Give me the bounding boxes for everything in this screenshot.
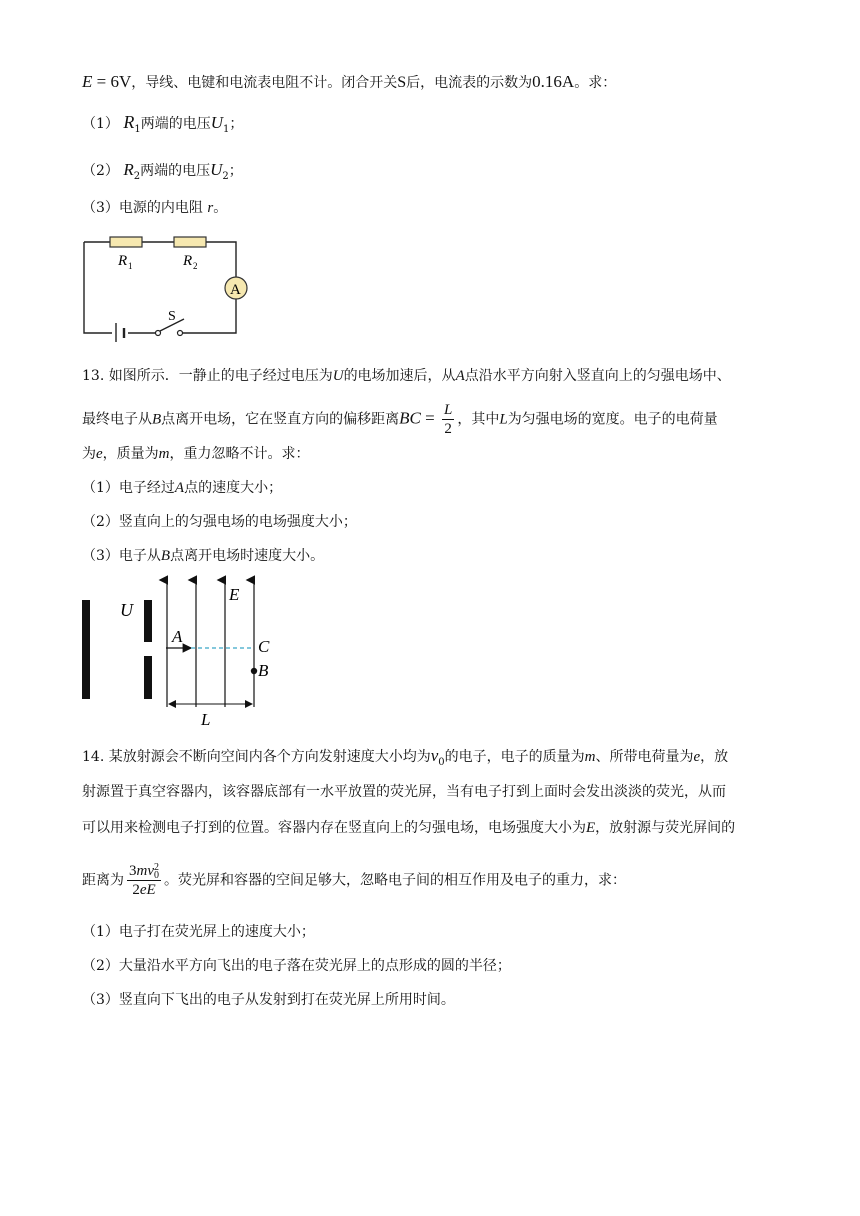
u2-sub: 2 xyxy=(222,170,229,182)
text: （1）电子经过 xyxy=(82,480,175,496)
right-plate-upper xyxy=(144,600,152,642)
switch-symbol: S xyxy=(397,74,407,91)
p14-question-2 xyxy=(82,956,511,976)
r1-sub: 1 xyxy=(134,123,141,135)
text: 点离开电场，它在竖直方向的偏移距离 xyxy=(161,411,400,428)
q-text: 电源的内电阻 xyxy=(118,200,203,216)
p14-line-3 xyxy=(82,818,735,838)
r-symbol: r xyxy=(207,200,214,216)
point-a: A xyxy=(174,480,185,496)
text: 为匀强电场的宽度。电子的电荷量 xyxy=(507,411,718,428)
text: （3）电子从 xyxy=(82,548,161,564)
r2-label-sub: 2 xyxy=(193,261,198,271)
text: 距离为 xyxy=(82,872,124,889)
digit: 3 xyxy=(129,863,137,879)
m-symbol: m xyxy=(158,446,170,462)
p13-line-2 xyxy=(82,401,718,438)
u1-symbol: U xyxy=(210,113,224,132)
e-field-symbol: E xyxy=(586,820,596,836)
p12-question-1 xyxy=(82,112,243,140)
text: 点离开电场时速度大小。 xyxy=(170,548,325,564)
r1-symbol: R xyxy=(123,112,135,132)
text: 14. 某放射源会不断向空间内各个方向发射速度大小均为 xyxy=(82,749,431,765)
current-value: 0.16A xyxy=(532,72,575,91)
text: （2）竖直向上的匀强电场的电场强度大小； xyxy=(82,514,357,530)
point-a: A xyxy=(455,368,465,384)
left-plate xyxy=(82,600,90,699)
p14-question-3 xyxy=(82,990,455,1010)
q-text: 两端的电压 xyxy=(140,163,211,179)
m-symbol: m xyxy=(584,749,596,765)
point-a-label: A xyxy=(172,627,183,646)
sub: 0 xyxy=(154,869,160,881)
r2-label: R xyxy=(183,253,193,269)
resistor-r2 xyxy=(174,237,206,247)
q-number: （1） xyxy=(82,116,119,132)
right-plate-lower xyxy=(144,656,152,699)
text: （1）电子打在荧光屏上的速度大小； xyxy=(82,924,315,940)
e-symbol: e xyxy=(693,749,701,765)
v0-sub: 0 xyxy=(438,756,445,768)
bc-symbol: BC xyxy=(399,408,421,428)
q-number: （3） xyxy=(82,200,119,216)
ammeter-label: A xyxy=(230,282,241,298)
r1-label-sub: 1 xyxy=(128,261,133,271)
p12-question-2 xyxy=(82,160,243,187)
text: 最终电子从 xyxy=(82,411,152,428)
u1-sub: 1 xyxy=(223,123,230,135)
p14-question-1 xyxy=(82,922,315,942)
electric-field-diagram xyxy=(76,572,286,732)
emf-value: = 6V xyxy=(92,72,132,91)
text: 点的速度大小； xyxy=(184,480,283,496)
switch-contact xyxy=(178,331,183,336)
width-label: L xyxy=(201,710,211,729)
text: 、所带电荷量为 xyxy=(595,749,694,765)
fraction-distance xyxy=(127,862,161,899)
q-end: ； xyxy=(229,116,244,132)
emf-symbol: E xyxy=(82,72,93,91)
p12-question-3 xyxy=(82,198,227,218)
p14-line-1 xyxy=(82,746,728,773)
text: 为 xyxy=(82,446,96,462)
text: （3）竖直向下飞出的电子从发射到打在荧光屏上所用时间。 xyxy=(82,992,455,1008)
text: ，放射源与荧光屏间的 xyxy=(595,820,736,836)
sup: 2 xyxy=(154,861,160,873)
text: 射源置于真空容器内，该容器底部有一水平放置的荧光屏，当有电子打到上面时会发出淡淡的荧光，从而 xyxy=(82,784,726,800)
u2-symbol: U xyxy=(210,160,223,179)
r1-label: R xyxy=(118,253,128,269)
q-end: 。 xyxy=(213,200,228,216)
text: 。荧光屏和容器的空间足够大，忽略电子间的相互作用及电子的重力，求： xyxy=(164,872,627,889)
switch-label: S xyxy=(168,309,176,324)
frac-num: L xyxy=(444,402,453,418)
equals: = xyxy=(420,408,439,428)
q-end: ； xyxy=(228,163,243,179)
point-b-dot xyxy=(251,668,257,674)
p12-intro-end: 。求： xyxy=(574,75,617,91)
p13-question-2 xyxy=(82,512,357,532)
switch-contact xyxy=(156,331,161,336)
circuit-diagram xyxy=(76,232,256,342)
p13-line-1 xyxy=(82,366,731,386)
circuit-wire xyxy=(84,242,236,333)
p13-question-3 xyxy=(82,546,324,566)
r2-sub: 2 xyxy=(133,170,141,182)
resistor-r1 xyxy=(110,237,142,247)
q-text: 两端的电压 xyxy=(140,116,211,132)
point-b: B xyxy=(152,411,162,428)
field-label: E xyxy=(229,585,240,604)
text: 可以用来检测电子打到的位置。容器内存在竖直向上的匀强电场，电场强度大小为 xyxy=(82,820,586,836)
text: ，重力忽略不计。求： xyxy=(169,446,310,462)
text: 点沿水平方向射入竖直向上的匀强电场中、 xyxy=(464,368,731,384)
voltage-label: U xyxy=(120,600,133,620)
m: m xyxy=(136,863,148,879)
text: ，质量为 xyxy=(102,446,159,462)
p12-intro-text2: 后，电流表的示数为 xyxy=(406,75,533,91)
p12-intro-line xyxy=(82,72,616,93)
point-b: B xyxy=(160,548,171,564)
frac-num xyxy=(127,862,161,881)
v0-symbol: v xyxy=(430,746,439,765)
text: 13. 如图所示．一静止的电子经过电压为 xyxy=(82,368,333,384)
ee: eE xyxy=(139,882,156,898)
p13-question-1 xyxy=(82,478,282,498)
p12-intro-text: ，导线、电键和电流表电阻不计。闭合开关 xyxy=(131,75,398,91)
point-c-label: C xyxy=(258,637,270,656)
text: （2）大量沿水平方向飞出的电子落在荧光屏上的点形成的圆的半径； xyxy=(82,958,511,974)
point-b-label: B xyxy=(258,661,269,680)
p13-line-3 xyxy=(82,444,310,464)
p14-line-2 xyxy=(82,782,726,802)
text: 的电场加速后，从 xyxy=(343,368,456,384)
frac-den: 2 xyxy=(444,421,452,437)
l-symbol: L xyxy=(499,411,508,428)
text: ，其中 xyxy=(457,411,500,428)
e-symbol: e xyxy=(96,446,103,462)
fraction-l-over-2 xyxy=(442,401,454,438)
frac-den xyxy=(127,881,161,899)
text: ，放 xyxy=(700,749,729,765)
digit: 2 xyxy=(132,882,140,898)
v: v xyxy=(147,863,155,879)
u-symbol: U xyxy=(332,368,344,384)
text: 的电子，电子的质量为 xyxy=(444,749,585,765)
p14-line-4 xyxy=(82,862,626,899)
q-number: （2） xyxy=(82,163,119,179)
r2-symbol: R xyxy=(123,160,134,179)
